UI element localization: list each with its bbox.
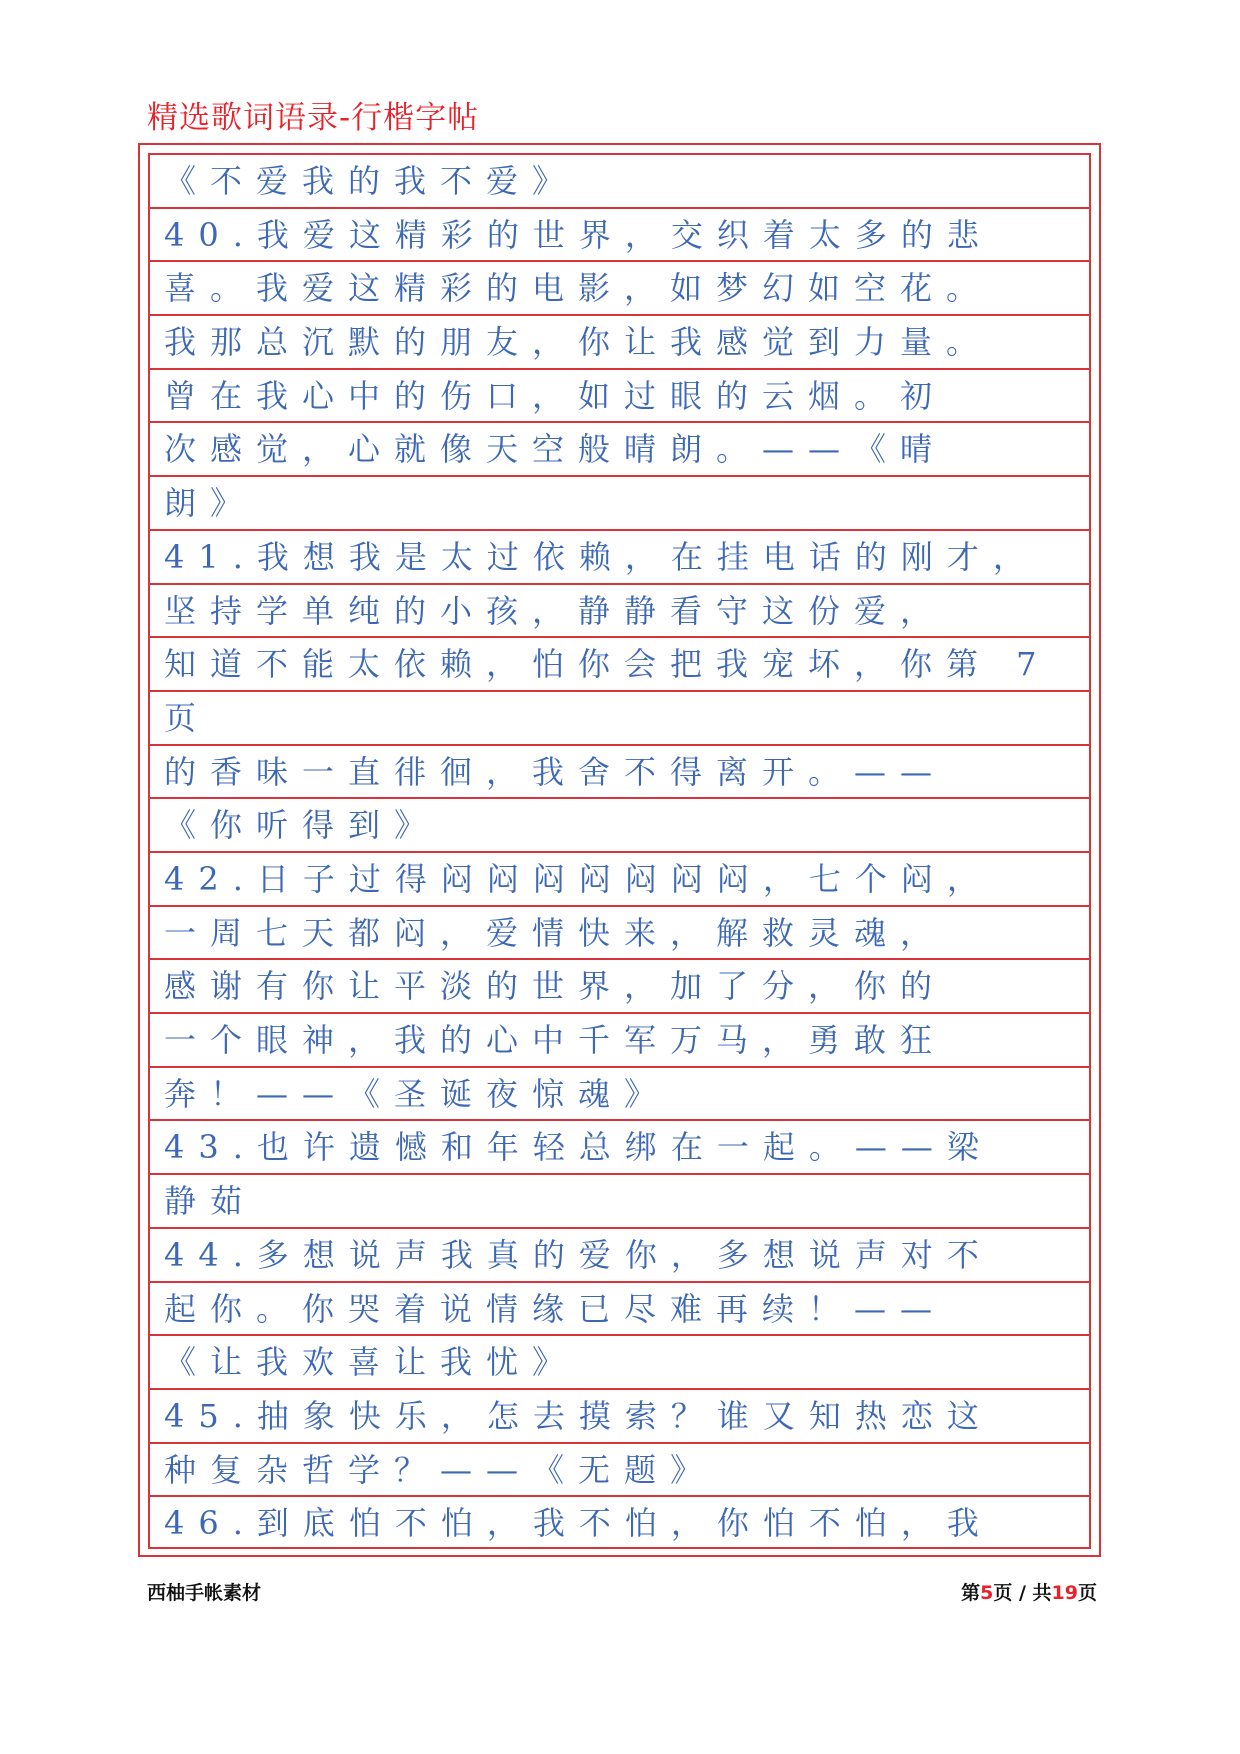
lyric-line: 42.日子过得闷闷闷闷闷闷闷，七个闷，	[164, 860, 993, 898]
copybook-row	[150, 799, 1089, 853]
page-current: 5	[980, 1582, 994, 1604]
copybook-row	[150, 1068, 1089, 1122]
lyric-line: 感谢有你让平淡的世界，加了分，你的	[164, 967, 947, 1006]
copybook-row	[150, 1497, 1089, 1551]
copybook-row	[150, 1121, 1089, 1175]
copybook-row	[150, 1283, 1089, 1337]
lyric-line: 喜。我爱这精彩的电影，如梦幻如空花。	[164, 269, 993, 308]
lyric-line: 的香味一直徘徊，我舍不得离开。——	[164, 752, 947, 791]
copybook-row	[150, 853, 1089, 907]
page-total: 19	[1051, 1582, 1078, 1604]
copybook-row	[150, 531, 1089, 585]
copybook-row	[150, 1229, 1089, 1283]
lyric-line: 朗》	[164, 484, 257, 523]
lyric-line: 奔！——《圣诞夜惊魂》	[164, 1074, 671, 1113]
lyric-line: 45.抽象快乐，怎去摸索？谁又知热恋这	[164, 1396, 993, 1435]
lyric-line: 我那总沉默的朋友，你让我感觉到力量。	[164, 323, 993, 362]
copybook-row	[150, 209, 1089, 263]
copybook-row	[150, 1444, 1089, 1498]
copybook-row	[150, 1175, 1089, 1229]
lyric-line: 坚持学单纯的小孩，静静看守这份爱，	[164, 591, 947, 630]
copybook-row	[150, 477, 1089, 531]
page-prefix: 第	[961, 1582, 981, 1604]
copybook-row	[150, 692, 1089, 746]
copybook-row	[150, 1336, 1089, 1390]
lyric-line: 次感觉，心就像天空般晴朗。——《晴	[164, 430, 947, 469]
copybook-row	[150, 1014, 1089, 1068]
copybook-grid	[148, 153, 1091, 1549]
lyric-line: 一个眼神，我的心中千军万马，勇敢狂	[164, 1021, 947, 1060]
copybook-row	[150, 316, 1089, 370]
copybook-row	[150, 423, 1089, 477]
page-suffix: 页	[1077, 1582, 1097, 1604]
copybook-row	[150, 1390, 1089, 1444]
page-title: 精选歌词语录-行楷字帖	[147, 100, 480, 136]
lyric-line: 页	[164, 698, 211, 737]
lyric-line: 43.也许遗憾和年轻总绑在一起。——梁	[164, 1128, 993, 1167]
copybook-row	[150, 262, 1089, 316]
copybook-row	[150, 907, 1089, 961]
lyric-line: 《不爱我的我不爱》	[164, 162, 579, 200]
lyric-line: 知道不能太依赖，怕你会把我宠坏，你第 7	[164, 645, 1051, 684]
page-indicator	[961, 1578, 1097, 1605]
page-mid: 页 / 共	[993, 1582, 1052, 1604]
copybook-rows	[150, 155, 1089, 1547]
lyric-line: 41.我想我是太过依赖，在挂电话的刚才，	[164, 537, 1039, 576]
lyric-line: 曾在我心中的伤口，如过眼的云烟。初	[164, 376, 947, 415]
copybook-row	[150, 585, 1089, 639]
lyric-line: 静茹	[164, 1182, 257, 1221]
lyric-line: 《你听得到》	[164, 806, 441, 845]
copybook-row	[150, 746, 1089, 800]
copybook-row	[150, 638, 1089, 692]
copybook-row	[150, 155, 1089, 209]
lyric-line: 40.我爱这精彩的世界，交织着太多的悲	[164, 215, 993, 254]
lyric-line: 46.到底怕不怕，我不怕，你怕不怕，我	[164, 1504, 993, 1543]
copybook-row	[150, 370, 1089, 424]
lyric-line: 一周七天都闷，爱情快来，解救灵魂，	[164, 913, 947, 952]
lyric-line: 《让我欢喜让我忧》	[164, 1343, 579, 1382]
lyric-line: 种复杂哲学？——《无题》	[164, 1450, 717, 1489]
lyric-line: 起你。你哭着说情缘已尽难再续！——	[164, 1289, 947, 1328]
footer-source: 西柚手帐素材	[147, 1582, 262, 1604]
copybook-row	[150, 960, 1089, 1014]
lyric-line: 44.多想说声我真的爱你，多想说声对不	[164, 1235, 993, 1274]
